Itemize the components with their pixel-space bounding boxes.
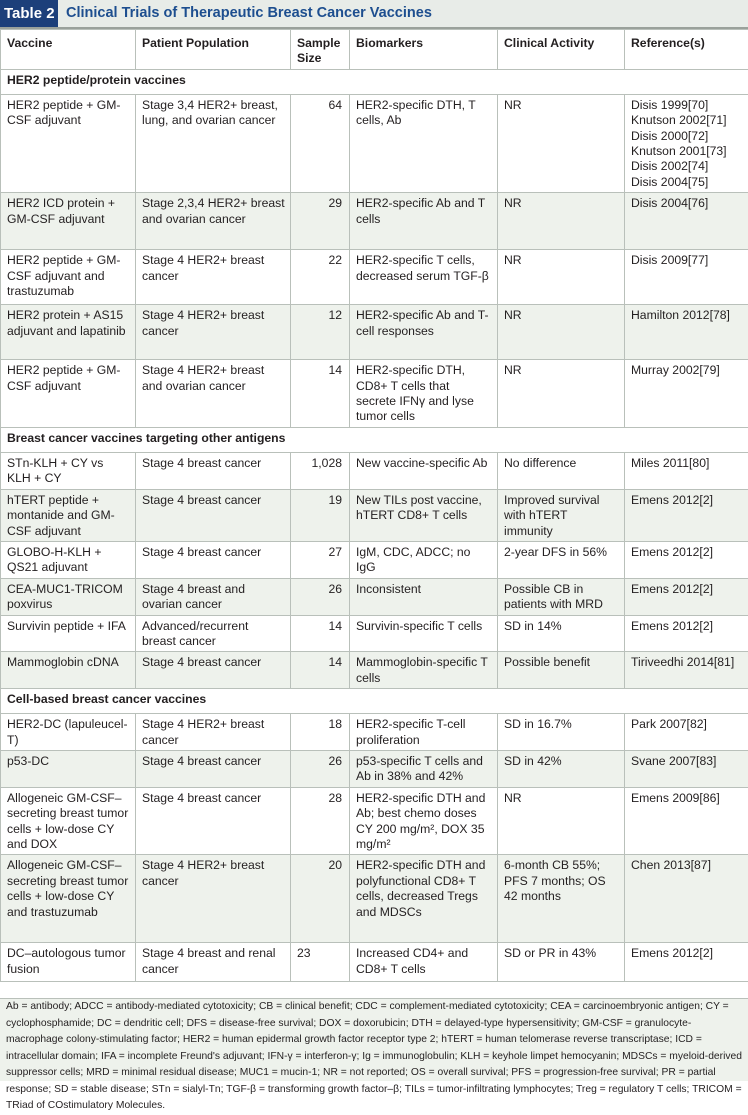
reference-entry: Emens 2012[2] (631, 545, 743, 560)
cell-references (625, 750, 748, 787)
cell-references (625, 855, 748, 943)
cell-population: Stage 4 breast cancer (136, 452, 291, 489)
reference-entry: Disis 2002[74] (631, 159, 743, 174)
table-number: Table 2 (0, 0, 58, 27)
cell-references (625, 250, 748, 305)
cell-sample: 26 (291, 578, 350, 615)
reference-entry: Disis 2004[75] (631, 175, 743, 190)
cell-sample: 29 (291, 193, 350, 250)
cell-activity: SD in 42% (498, 750, 625, 787)
cell-references (625, 615, 748, 652)
table-title: Clinical Trials of Therapeutic Breast Cancer Vaccines (66, 0, 432, 27)
cell-vaccine: Allogeneic GM-CSF–secreting breast tumor cells + low-dose CY and trastuzumab (1, 855, 136, 943)
cell-vaccine: p53-DC (1, 750, 136, 787)
cell-sample: 23 (291, 943, 350, 982)
cell-biomarkers: New TILs post vaccine, hTERT CD8+ T cells (350, 489, 498, 541)
cell-activity: SD or PR in 43% (498, 943, 625, 982)
table-row (1, 360, 748, 428)
cell-vaccine: Mammoglobin cDNA (1, 652, 136, 689)
cell-biomarkers: Mammoglobin-specific T cells (350, 652, 498, 689)
section-heading-row (1, 69, 748, 94)
cell-activity: NR (498, 305, 625, 360)
cell-sample: 18 (291, 714, 350, 751)
cell-biomarkers: HER2-specific DTH, CD8+ T cells that secrete IFNγ and lyse tumor cells (350, 360, 498, 428)
section-heading-row (1, 689, 748, 714)
cell-biomarkers: HER2-specific Ab and T-cell responses (350, 305, 498, 360)
cell-vaccine: CEA-MUC1-TRICOM poxvirus (1, 578, 136, 615)
table-row (1, 652, 748, 689)
cell-vaccine: GLOBO-H-KLH + QS21 adjuvant (1, 541, 136, 578)
cell-references (625, 360, 748, 428)
cell-activity: SD in 14% (498, 615, 625, 652)
section-heading-row (1, 427, 748, 452)
table-row (1, 250, 748, 305)
cell-biomarkers: HER2-specific T-cell proliferation (350, 714, 498, 751)
cell-population: Stage 4 breast cancer (136, 652, 291, 689)
column-header: Vaccine (1, 30, 136, 70)
table-row (1, 750, 748, 787)
cell-population: Stage 4 HER2+ breast cancer (136, 855, 291, 943)
cell-sample: 20 (291, 855, 350, 943)
table-row (1, 541, 748, 578)
cell-references (625, 578, 748, 615)
column-header: Reference(s) (625, 30, 748, 70)
cell-biomarkers: HER2-specific DTH and polyfunctional CD8+ T cells, decreased Tregs and MDSCs (350, 855, 498, 943)
reference-entry: Hamilton 2012[78] (631, 308, 743, 323)
cell-activity: Improved survival with hTERT immunity (498, 489, 625, 541)
cell-activity: Possible benefit (498, 652, 625, 689)
cell-references (625, 193, 748, 250)
cell-vaccine: STn-KLH + CY vs KLH + CY (1, 452, 136, 489)
cell-references (625, 305, 748, 360)
reference-entry: Chen 2013[87] (631, 858, 743, 873)
reference-entry: Disis 2004[76] (631, 196, 743, 211)
cell-population: Advanced/recurrent breast cancer (136, 615, 291, 652)
cell-sample: 27 (291, 541, 350, 578)
cell-population: Stage 4 HER2+ breast cancer (136, 250, 291, 305)
reference-entry: Disis 2009[77] (631, 253, 743, 268)
cell-population: Stage 4 breast and ovarian cancer (136, 578, 291, 615)
cell-sample: 14 (291, 615, 350, 652)
cell-population: Stage 3,4 HER2+ breast, lung, and ovarian cancer (136, 94, 291, 192)
reference-entry: Emens 2012[2] (631, 582, 743, 597)
cell-biomarkers: Increased CD4+ and CD8+ T cells (350, 943, 498, 982)
reference-entry: Emens 2012[2] (631, 619, 743, 634)
cell-biomarkers: HER2-specific DTH and Ab; best chemo doses CY 200 mg/m², DOX 35 mg/m² (350, 787, 498, 855)
table-row (1, 489, 748, 541)
table-row (1, 615, 748, 652)
table-title-bar (0, 0, 748, 29)
reference-entry: Emens 2009[86] (631, 791, 743, 806)
cell-sample: 64 (291, 94, 350, 192)
cell-references (625, 452, 748, 489)
reference-entry: Murray 2002[79] (631, 363, 743, 378)
cell-activity: 2-year DFS in 56% (498, 541, 625, 578)
cell-biomarkers: HER2-specific Ab and T cells (350, 193, 498, 250)
cell-vaccine: hTERT peptide + montanide and GM-CSF adjuvant (1, 489, 136, 541)
abbreviations-footnote: Ab = antibody; ADCC = antibody-mediated cytotoxicity; CB = clinical benefit; CDC = complement-mediated cytotoxicity; CEA = carcinoembryonic antigen; CY = cyclophosphamide; DC = dendritic cell; DFS = disease-free survival; DOX = doxorubicin; DTH = delayed-type hypersensitivity; GM-CSF = granulocyte-macrophage colony-stimulating factor; HER2 = human epidermal growth factor receptor type 2; hTERT = human telomerase reverse transcriptase; ICD = intracellular domain; IFA = incomplete Freund's adjuvant; IFN-γ = interferon-γ; Ig = immunoglobulin; KLH = keyhole limpet hemocyanin; MDSCs = myeloid-derived suppressor cells; MRD = minimal residual disease; MUC1 = mucin-1; NR = not reported; OS = overall survival; PFS = progression-free survival; PR = partial response; SD = stable disease; STn = sialyl-Tn; TGF-β = transforming growth factor–β; TILs = tumor-infiltrating lymphocytes; Treg = regulatory T cells; TRICOM = TRiad of COstimulatory Molecules. (0, 998, 748, 1081)
cell-vaccine: HER2-DC (lapuleucel-T) (1, 714, 136, 751)
cell-activity: NR (498, 94, 625, 192)
reference-entry: Miles 2011[80] (631, 456, 743, 471)
table-row (1, 193, 748, 250)
cell-population: Stage 4 breast cancer (136, 787, 291, 855)
cell-vaccine: HER2 peptide + GM-CSF adjuvant (1, 94, 136, 192)
table-row (1, 855, 748, 943)
cell-population: Stage 4 breast cancer (136, 750, 291, 787)
cell-references (625, 94, 748, 192)
table-row (1, 94, 748, 192)
cell-biomarkers: Survivin-specific T cells (350, 615, 498, 652)
column-header: Patient Population (136, 30, 291, 70)
reference-entry: Emens 2012[2] (631, 493, 743, 508)
table-row (1, 943, 748, 982)
cell-activity: NR (498, 787, 625, 855)
cell-population: Stage 4 HER2+ breast cancer (136, 305, 291, 360)
cell-references (625, 943, 748, 982)
reference-entry: Knutson 2001[73] (631, 144, 743, 159)
table-row (1, 714, 748, 751)
cell-population: Stage 4 breast cancer (136, 541, 291, 578)
cell-references (625, 489, 748, 541)
reference-entry: Knutson 2002[71] (631, 113, 743, 128)
cell-vaccine: Survivin peptide + IFA (1, 615, 136, 652)
cell-population: Stage 2,3,4 HER2+ breast and ovarian cancer (136, 193, 291, 250)
cell-population: Stage 4 HER2+ breast and ovarian cancer (136, 360, 291, 428)
cell-activity: NR (498, 193, 625, 250)
cell-references (625, 652, 748, 689)
cell-activity: SD in 16.7% (498, 714, 625, 751)
cell-sample: 28 (291, 787, 350, 855)
cell-biomarkers: New vaccine-specific Ab (350, 452, 498, 489)
cell-sample: 22 (291, 250, 350, 305)
cell-references (625, 541, 748, 578)
column-header: Biomarkers (350, 30, 498, 70)
cell-vaccine: DC–autologous tumor fusion (1, 943, 136, 982)
cell-sample: 14 (291, 652, 350, 689)
table-row (1, 452, 748, 489)
reference-entry: Svane 2007[83] (631, 754, 743, 769)
table-row (1, 578, 748, 615)
cell-sample: 14 (291, 360, 350, 428)
section-heading: HER2 peptide/protein vaccines (1, 69, 748, 94)
cell-sample: 19 (291, 489, 350, 541)
reference-entry: Disis 1999[70] (631, 98, 743, 113)
cell-activity: Possible CB in patients with MRD (498, 578, 625, 615)
cell-population: Stage 4 HER2+ breast cancer (136, 714, 291, 751)
cell-population: Stage 4 breast and renal cancer (136, 943, 291, 982)
column-header: Sample Size (291, 30, 350, 70)
cell-activity: NR (498, 250, 625, 305)
cell-vaccine: HER2 peptide + GM-CSF adjuvant (1, 360, 136, 428)
cell-sample: 1,028 (291, 452, 350, 489)
cell-biomarkers: p53-specific T cells and Ab in 38% and 42% (350, 750, 498, 787)
column-header: Clinical Activity (498, 30, 625, 70)
trials-table (0, 29, 748, 982)
reference-entry: Disis 2000[72] (631, 129, 743, 144)
table-row (1, 305, 748, 360)
table-row (1, 787, 748, 855)
cell-references (625, 787, 748, 855)
cell-population: Stage 4 breast cancer (136, 489, 291, 541)
header-row (1, 30, 748, 70)
cell-vaccine: HER2 protein + AS15 adjuvant and lapatinib (1, 305, 136, 360)
cell-biomarkers: IgM, CDC, ADCC; no IgG (350, 541, 498, 578)
table-body (1, 69, 748, 982)
reference-entry: Tiriveedhi 2014[81] (631, 655, 743, 670)
cell-activity: NR (498, 360, 625, 428)
cell-vaccine: Allogeneic GM-CSF–secreting breast tumor cells + low-dose CY and DOX (1, 787, 136, 855)
cell-activity: 6-month CB 55%; PFS 7 months; OS 42 months (498, 855, 625, 943)
section-heading: Breast cancer vaccines targeting other antigens (1, 427, 748, 452)
cell-vaccine: HER2 peptide + GM-CSF adjuvant and trastuzumab (1, 250, 136, 305)
cell-sample: 26 (291, 750, 350, 787)
reference-entry: Park 2007[82] (631, 717, 743, 732)
cell-biomarkers: HER2-specific T cells, decreased serum TGF-β (350, 250, 498, 305)
cell-sample: 12 (291, 305, 350, 360)
cell-activity: No difference (498, 452, 625, 489)
section-heading: Cell-based breast cancer vaccines (1, 689, 748, 714)
reference-entry: Emens 2012[2] (631, 946, 743, 961)
cell-biomarkers: Inconsistent (350, 578, 498, 615)
cell-vaccine: HER2 ICD protein + GM-CSF adjuvant (1, 193, 136, 250)
cell-biomarkers: HER2-specific DTH, T cells, Ab (350, 94, 498, 192)
cell-references (625, 714, 748, 751)
